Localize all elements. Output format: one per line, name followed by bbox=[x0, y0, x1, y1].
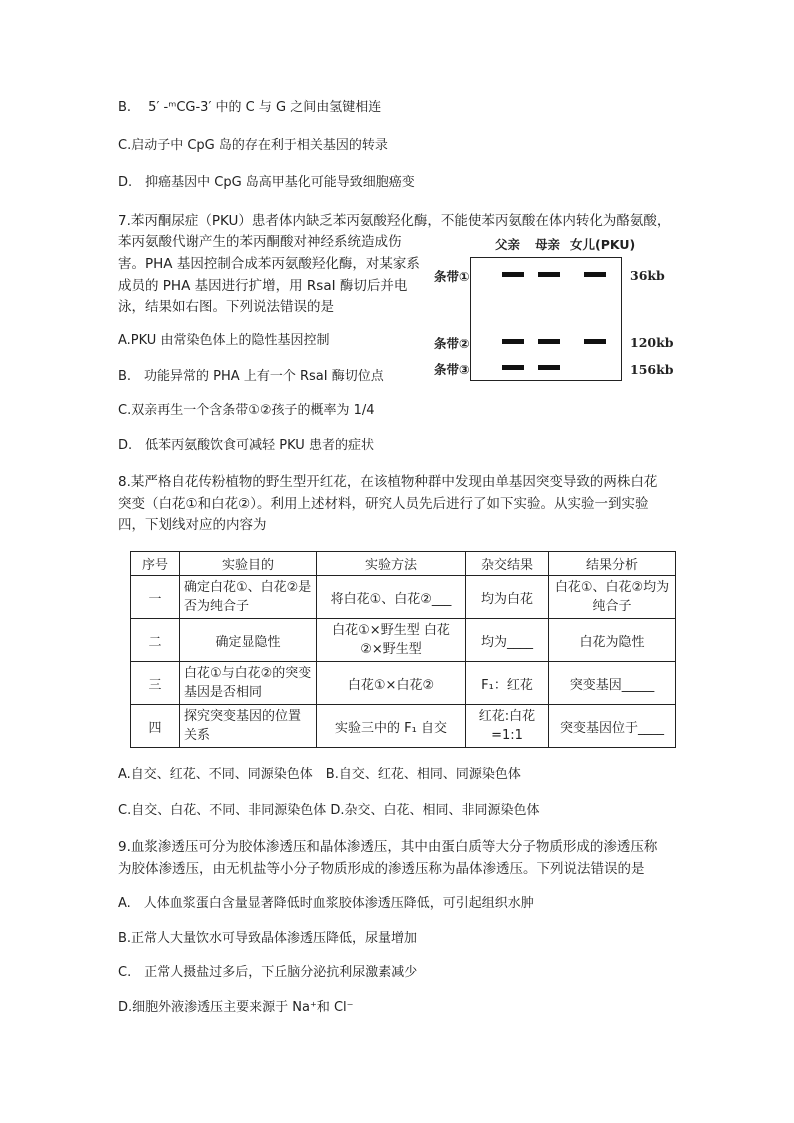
q9-stem-line-1: 9.血浆渗透压可分为胶体渗透压和晶体渗透压，其中由蛋白质等大分子物质形成的渗透压称 bbox=[118, 839, 658, 855]
q8-stem-line-2: 突变（白花①和白花②）。利用上述材料，研究人员先后进行了如下实验。从实验一到实验 bbox=[118, 496, 649, 512]
row-4-no: 四 bbox=[131, 705, 180, 748]
gel-band-1-lane-2 bbox=[538, 272, 560, 277]
lane-label-mother: 母亲 bbox=[535, 237, 561, 252]
q8-stem-line-1: 8.某严格自花传粉植物的野生型开红花，在该植物种群中发现由单基因突变导致的两株白花 bbox=[118, 474, 658, 490]
q6-option-d: D. 抑癌基因中 CpG 岛高甲基化可能导致细胞癌变 bbox=[118, 175, 415, 190]
gel-band-2-lane-2 bbox=[538, 339, 560, 344]
band-label-1: 条带① bbox=[434, 269, 470, 284]
q9-option-b: B.正常人大量饮水可导致晶体渗透压降低，尿量增加 bbox=[118, 931, 418, 946]
row-3-no: 三 bbox=[131, 662, 180, 705]
q8-stem-line-3: 四，下划线对应的内容为 bbox=[118, 517, 267, 533]
header-method: 实验方法 bbox=[317, 552, 466, 576]
q9-option-a: A. 人体血浆蛋白含量显著降低时血浆胶体渗透压降低，可引起组织水肿 bbox=[118, 896, 534, 911]
gel-band-1-lane-3 bbox=[584, 272, 606, 277]
q9-option-d: D.细胞外液渗透压主要来源于 Na⁺和 Cl⁻ bbox=[118, 1000, 354, 1015]
table-row bbox=[131, 705, 676, 748]
q7-stem-line-1: 7.苯丙酮尿症（PKU）患者体内缺乏苯丙氨酸羟化酶，不能使苯丙氨酸在体内转化为酪氨酸， bbox=[118, 213, 671, 229]
gel-electrophoresis-figure bbox=[430, 235, 674, 385]
row-2-method: 白花①×野生型 白花②×野生型 bbox=[317, 619, 466, 662]
band-size-3: 156kb bbox=[630, 362, 674, 377]
row-4-analysis: 突变基因位于____ bbox=[549, 705, 676, 748]
band-size-1: 36kb bbox=[630, 268, 665, 283]
q7-stem-line-3: 害。PHA 基因控制合成苯丙氨酸羟化酶，对某家系 bbox=[118, 256, 420, 272]
band-label-2: 条带② bbox=[434, 336, 470, 351]
row-3-method: 白花①×白花② bbox=[317, 662, 466, 705]
row-3-aim: 白花①与白花②的突变基因是否相同 bbox=[180, 662, 317, 705]
row-1-method: 将白花①、白花②___ bbox=[317, 576, 466, 619]
q7-option-d: D. 低苯丙氨酸饮食可减轻 PKU 患者的症状 bbox=[118, 438, 374, 453]
table-row bbox=[131, 576, 676, 619]
gel-band-2-lane-3 bbox=[584, 339, 606, 344]
experiment-table bbox=[130, 551, 676, 748]
row-1-aim: 确定白花①、白花②是否为纯合子 bbox=[180, 576, 317, 619]
lane-label-father: 父亲 bbox=[495, 237, 521, 252]
row-4-result: 红花:白花 =1:1 bbox=[466, 705, 549, 748]
header-aim: 实验目的 bbox=[180, 552, 317, 576]
table-header-row bbox=[131, 552, 676, 576]
row-2-aim: 确定显隐性 bbox=[180, 619, 317, 662]
band-size-2: 120kb bbox=[630, 335, 674, 350]
q8-options-cd: C.自交、白花、不同、非同源染色体 D.杂交、白花、相同、非同源染色体 bbox=[118, 803, 540, 818]
q7-option-a: A.PKU 由常染色体上的隐性基因控制 bbox=[118, 333, 330, 348]
q7-stem-line-2: 苯丙氨酸代谢产生的苯丙酮酸对神经系统造成伤 bbox=[118, 234, 402, 250]
gel-band-3-lane-1 bbox=[502, 365, 524, 370]
row-4-method: 实验三中的 F₁ 自交 bbox=[317, 705, 466, 748]
gel-band-1-lane-1 bbox=[502, 272, 524, 277]
row-4-aim: 探究突变基因的位置关系 bbox=[180, 705, 317, 748]
row-1-result: 均为白花 bbox=[466, 576, 549, 619]
q6-option-b: B. 5′ -ᵐCG-3′ 中的 C 与 G 之间由氢键相连 bbox=[118, 100, 382, 115]
header-no: 序号 bbox=[131, 552, 180, 576]
q8-options-ab: A.自交、红花、不同、同源染色体 B.自交、红花、相同、同源染色体 bbox=[118, 767, 521, 782]
row-3-analysis: 突变基因_____ bbox=[549, 662, 676, 705]
lane-label-daughter: 女儿(PKU) bbox=[570, 237, 636, 252]
header-result: 杂交结果 bbox=[466, 552, 549, 576]
gel-band-2-lane-1 bbox=[502, 339, 524, 344]
row-3-result: F₁：红花 bbox=[466, 662, 549, 705]
row-2-analysis: 白花为隐性 bbox=[549, 619, 676, 662]
band-label-3: 条带③ bbox=[434, 362, 470, 377]
row-1-analysis: 白花①、白花②均为纯合子 bbox=[549, 576, 676, 619]
row-2-result: 均为____ bbox=[466, 619, 549, 662]
q7-stem-line-4: 成员的 PHA 基因进行扩增，用 RsaI 酶切后并电 bbox=[118, 278, 408, 294]
q7-option-b: B. 功能异常的 PHA 上有一个 RsaI 酶切位点 bbox=[118, 369, 384, 384]
table-row bbox=[131, 619, 676, 662]
gel-band-3-lane-2 bbox=[538, 365, 560, 370]
q6-option-c: C.启动子中 CpG 岛的存在利于相关基因的转录 bbox=[118, 138, 388, 153]
table-row bbox=[131, 662, 676, 705]
q9-option-c: C. 正常人摄盐过多后，下丘脑分泌抗利尿激素减少 bbox=[118, 965, 418, 980]
q7-option-c: C.双亲再生一个含条带①②孩子的概率为 1/4 bbox=[118, 403, 375, 418]
q9-stem-line-2: 为胶体渗透压，由无机盐等小分子物质形成的渗透压称为晶体渗透压。下列说法错误的是 bbox=[118, 861, 645, 877]
q7-stem-line-5: 泳，结果如右图。下列说法错误的是 bbox=[118, 299, 334, 315]
header-analysis: 结果分析 bbox=[549, 552, 676, 576]
row-2-no: 二 bbox=[131, 619, 180, 662]
row-1-no: 一 bbox=[131, 576, 180, 619]
